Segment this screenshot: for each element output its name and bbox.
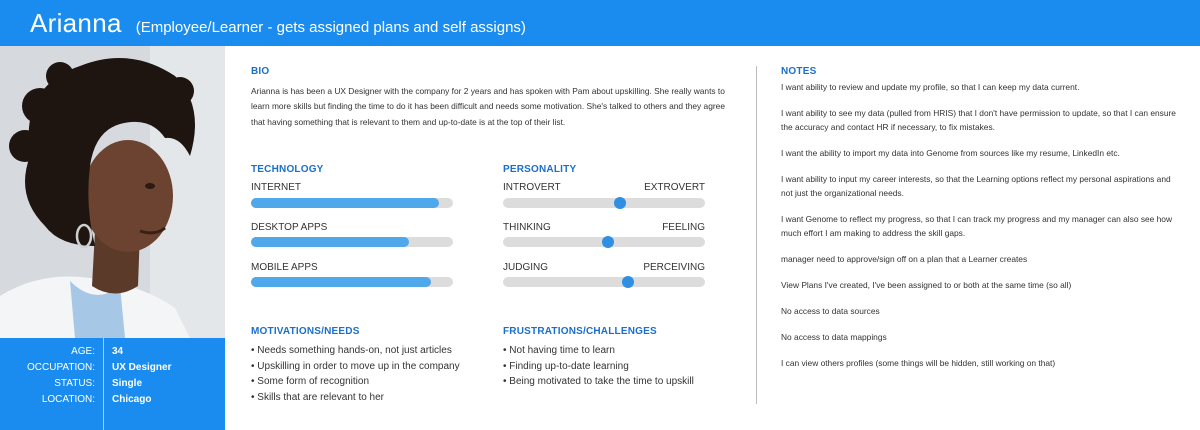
personality-track-thinking-feeling [503, 237, 705, 247]
motivation-item: • Upskilling in order to move up in the company [251, 359, 491, 375]
age-label: AGE: [71, 346, 95, 357]
persona-role: (Employee/Learner - gets assigned plans and self assigns) [135, 19, 526, 36]
note-item: No access to data mappings [781, 332, 887, 342]
note-item: I can view others profiles (some things will be hidden, still working on that) [781, 358, 1056, 368]
personality-track-introvert-extrovert [503, 198, 705, 208]
bio-title: BIO [251, 66, 270, 77]
note-item: I want ability to review and update my profile, so that I can keep my data current. [781, 82, 1080, 92]
tech-bar-internet [251, 198, 453, 208]
personality-right-perceiving: PERCEIVING [643, 262, 705, 273]
occupation-label: OCCUPATION: [27, 362, 95, 373]
bio-text: Arianna is has been a UX Designer with the company for 2 years and has spoken with Pam about upskilling. She really wants to learn more skills but finding the time to do it has been difficult and needs some motivation. She's talked to others and they agree that having something that is relevant to them and up-to-date is at the top of their list. [251, 86, 725, 127]
note-item: manager need to approve/sign off on a plan that a Learner creates [781, 254, 1028, 264]
age-value: 34 [112, 346, 124, 357]
personality-left-thinking: THINKING [503, 222, 551, 233]
note-item: I want Genome to reflect my progress, so that I can track my progress and my manager can also see how much effort I am making to address the skill gaps. [781, 214, 1173, 238]
personality-right-extrovert: EXTROVERT [644, 182, 705, 193]
personality-knob-thinking-feeling [602, 236, 614, 248]
frustration-item: • Being motivated to take the time to upskill [503, 374, 743, 390]
note-item: I want the ability to import my data into Genome from sources like my resume, LinkedIn etc. [781, 148, 1120, 158]
persona-photo [0, 46, 225, 338]
motivations-title: MOTIVATIONS/NEEDS [251, 326, 360, 337]
motivation-item: • Some form of recognition [251, 374, 491, 390]
tech-bar-mobile-apps [251, 277, 453, 287]
notes-divider [756, 66, 757, 404]
location-value: Chicago [112, 394, 152, 405]
tech-fill-desktop-apps [251, 237, 409, 247]
personality-track-judging-perceiving [503, 277, 705, 287]
tech-label-mobile-apps: MOBILE APPS [251, 262, 318, 273]
note-item: View Plans I've created, I've been assigned to or both at the same time (so all) [781, 280, 1072, 290]
frustrations-title: FRUSTRATIONS/CHALLENGES [503, 326, 657, 337]
notes-title: NOTES [781, 66, 817, 77]
tech-fill-internet [251, 198, 439, 208]
persona-info-box [0, 338, 225, 430]
tech-fill-mobile-apps [251, 277, 431, 287]
frustration-item: • Finding up-to-date learning [503, 359, 743, 375]
status-label: STATUS: [54, 378, 95, 389]
occupation-value: UX Designer [112, 362, 172, 373]
personality-knob-introvert-extrovert [614, 197, 626, 209]
note-item: I want ability to input my career interests, so that the Learning options reflect my personal aspirations and not just the organizational needs. [781, 174, 1171, 198]
location-label: LOCATION: [41, 394, 95, 405]
tech-bar-desktop-apps [251, 237, 453, 247]
persona-header [0, 0, 1200, 46]
frustrations-list [503, 343, 743, 390]
info-row-status [0, 378, 225, 394]
motivations-list [251, 343, 491, 406]
frustration-item: • Not having time to learn [503, 343, 743, 359]
personality-title: PERSONALITY [503, 164, 577, 175]
personality-left-judging: JUDGING [503, 262, 548, 273]
portrait-illustration [0, 46, 225, 338]
note-item: I want ability to see my data (pulled from HRIS) that I don't have permission to update, so that I can ensure the accuracy and contact HR if necessary, to fix mistakes. [781, 108, 1176, 132]
persona-name: Arianna [30, 8, 122, 38]
note-item: No access to data sources [781, 306, 880, 316]
personality-left-introvert: INTROVERT [503, 182, 561, 193]
info-row-location [0, 394, 225, 410]
personality-knob-judging-perceiving [622, 276, 634, 288]
tech-label-internet: INTERNET [251, 182, 301, 193]
technology-title: TECHNOLOGY [251, 164, 324, 175]
motivation-item: • Skills that are relevant to her [251, 390, 491, 406]
status-value: Single [112, 378, 143, 389]
info-row-occupation [0, 362, 225, 378]
motivation-item: • Needs something hands-on, not just articles [251, 343, 491, 359]
info-row-age [0, 346, 225, 362]
tech-label-desktop-apps: DESKTOP APPS [251, 222, 328, 233]
personality-right-feeling: FEELING [662, 222, 705, 233]
